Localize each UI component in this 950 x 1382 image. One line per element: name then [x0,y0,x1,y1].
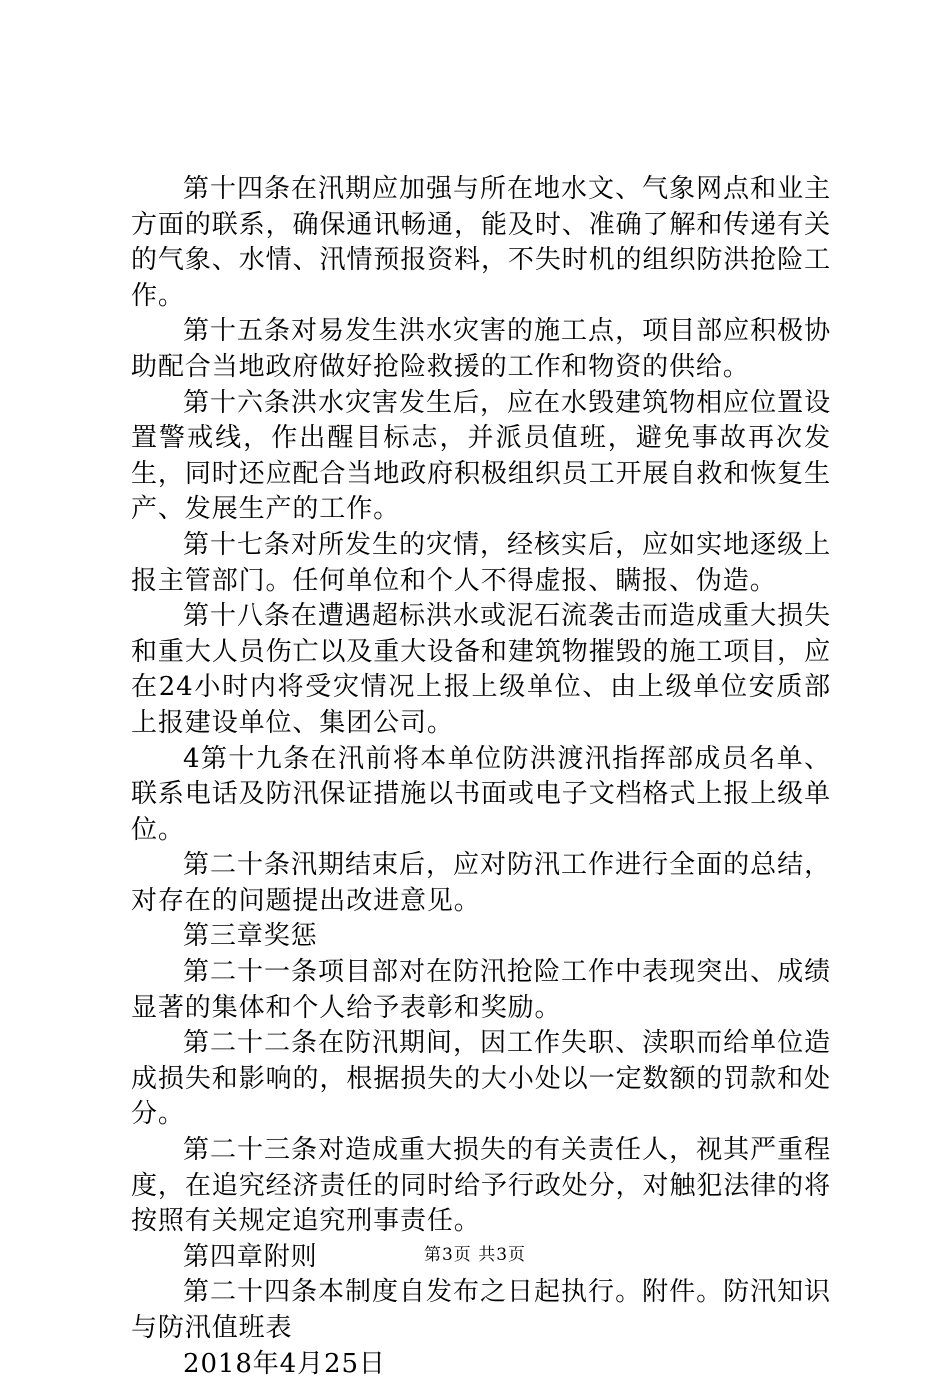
chapter-4-heading: 第四章附则 [183,1241,318,1272]
article-16: 第十六条洪水灾害发生后，应在水毁建筑物相应位置设置警戒线，作出醒目标志，并派员值班，避免事故再次发生，同时还应配合当地政府积极组织员工开展自救和恢复生产、发展生产的工作。 [131,387,831,525]
chapter-3-heading: 第三章奖惩 [183,921,318,952]
article-23: 第二十三条对造成重大损失的有关责任人，视其严重程度，在追究经济责任的同时给予行政处分，对触犯法律的将按照有关规定追究刑事责任。 [131,1135,831,1237]
article-19: 4第十九条在汛前将本单位防洪渡汛指挥部成员名单、联系电话及防汛保证措施以书面或电子文档格式上报上级单位。 [131,743,831,845]
article-17: 第十七条对所发生的灾情，经核实后，应如实地逐级上报主管部门。任何单位和个人不得虚报、瞒报、伪造。 [131,529,831,596]
page-number-footer: 第3页 共3页 [423,1245,527,1265]
document-body [131,172,831,1382]
article-15: 第十五条对易发生洪水灾害的施工点，项目部应积极协助配合当地政府做好抢险救援的工作和物资的供给。 [131,316,831,382]
document-date: 2018年4月25日 [183,1348,386,1379]
article-20: 第二十条汛期结束后，应对防汛工作进行全面的总结，对存在的问题提出改进意见。 [131,850,831,916]
article-22: 第二十二条在防汛期间，因工作失职、渎职而给单位造成损失和影响的，根据损失的大小处以一定数额的罚款和处分。 [131,1028,831,1130]
article-24: 第二十四条本制度自发布之日起执行。附件。防汛知识与防汛值班表 [131,1277,831,1343]
article-21: 第二十一条项目部对在防汛抢险工作中表现突出、成绩显著的集体和个人给予表彰和奖励。 [131,957,831,1023]
article-14: 第十四条在汛期应加强与所在地水文、气象网点和业主方面的联系，确保通讯畅通，能及时、准确了解和传递有关的气象、水情、汛情预报资料，不失时机的组织防洪抢险工作。 [131,174,831,311]
article-18: 第十八条在遭遇超标洪水或泥石流袭击而造成重大损失和重大人员伤亡以及重大设备和建筑物摧毁的施工项目，应在24小时内将受灾情况上报上级单位、由上级单位安质部上报建设单位、集团公司。 [131,601,831,738]
